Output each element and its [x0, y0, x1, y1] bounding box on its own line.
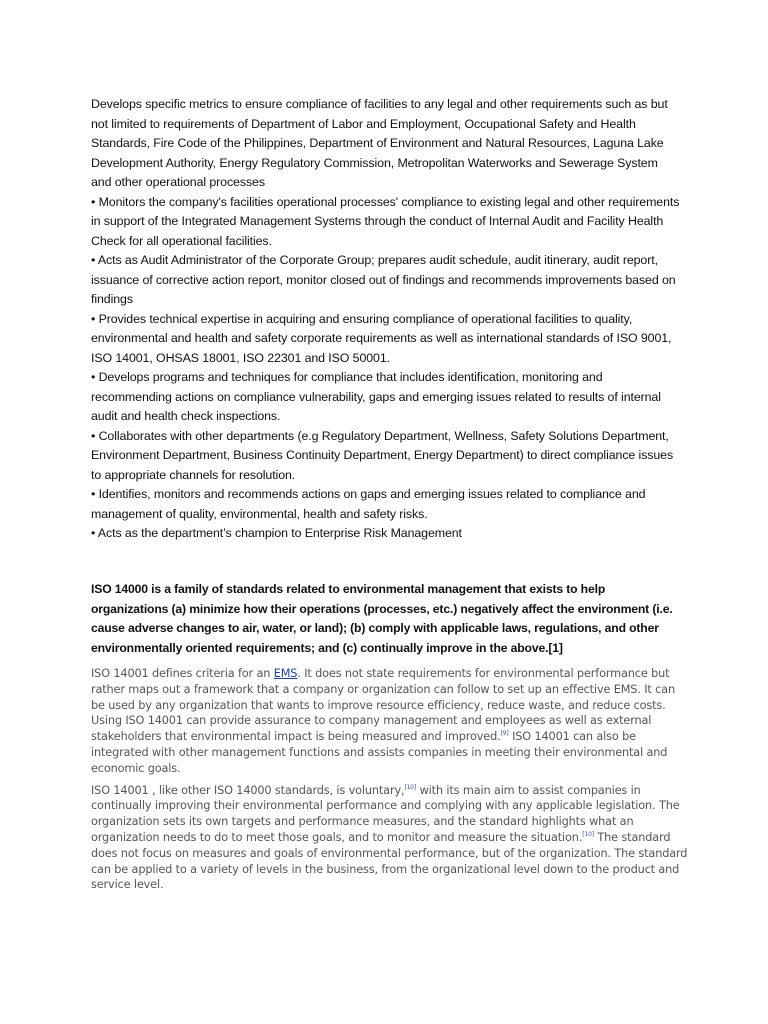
citation-ref-9[interactable]: [9]	[500, 730, 509, 738]
text-run: ISO 14001 defines criteria for an	[91, 667, 274, 680]
bullet-item: • Acts as the department’s champion to Enterprise Risk Management	[91, 526, 462, 540]
text-run: with its main aim to assist companies in continually improving their environmental performance and complying with any applicable legislation. The organization sets its own targets and performance measures, and the standard highlights what an organization needs to do to meet those goals, and to monitor and measure the situation.	[91, 783, 680, 844]
iso-14001-section	[91, 666, 691, 899]
bullet-item: • Monitors the company's facilities operational processes' compliance to existing legal and other requirements in support of the Integrated Management Systems through the conduct of Internal Audit and Facility Health Check for all operational facilities.	[91, 194, 680, 248]
text-run: . It does not state requirements for environmental performance but rather maps out a framework that a company or organization can follow to set up an effective EMS. It can be used by any organization that wants to improve resource efficiency, reduce waste, and reduce costs. Using ISO 14001 can provide assurance to company management and employees as well as external stakeholders that environmental impact is being measured and improved.	[91, 667, 675, 744]
bullet-item: • Develops programs and techniques for compliance that includes identification, monitoring and recommending actions on compliance vulnerability, gaps and emerging issues related to results of internal audit and health check inspections.	[91, 370, 661, 423]
iso-14001-paragraph-2	[91, 783, 691, 894]
iso-14001-paragraph-1	[91, 666, 691, 777]
iso-14000-paragraph: ISO 14000 is a family of standards related to environmental management that exists to help organizations (a) minimize how their operations (processes, etc.) negatively affect the environment (i.e. cause adverse changes to air, water, or land); (b) comply with applicable laws, regulations, and other environmentally oriented requirements; and (c) continually improve in the above.[1]	[91, 582, 673, 655]
text-run: ISO 14001 can also be integrated with other management functions and assists companies in meeting their environmental and economic goals.	[91, 730, 668, 775]
text-run: The standard does not focus on measures and goals of environmental performance, but of the organization. The standard can be applied to a variety of levels in the business, from the organizational level down to the product and service level.	[91, 830, 688, 892]
citation-ref-10[interactable]: [10]	[404, 783, 417, 791]
text-run: ISO 14001 , like other ISO 14000 standards, is voluntary,	[91, 783, 405, 797]
bullet-item: • Provides technical expertise in acquiring and ensuring compliance of operational facilities to quality, environmental and health and safety corporate requirements as well as international standards of ISO 9001, ISO 14001, OHSAS 18001, ISO 22301 and ISO 50001.	[91, 311, 672, 365]
job-description-section	[91, 95, 681, 544]
bullet-item: • Collaborates with other departments (e.g Regulatory Department, Wellness, Safety Solutions Department, Environment Department, Business Continuity Department, Energy Department) to direct compliance issues to appropriate channels for resolution.	[91, 428, 674, 482]
ems-link[interactable]: EMS	[273, 667, 298, 680]
bullet-item: • Identifies, monitors and recommends actions on gaps and emerging issues related to compliance and management of quality, environmental, health and safety risks.	[91, 487, 646, 521]
intro-paragraph: Develops specific metrics to ensure compliance of facilities to any legal and other requirements such as but not limited to requirements of Department of Labor and Employment, Occupational Safety and Health Standards, Fire Code of the Philippines, Department of Environment and Natural Resources, Laguna Lake Development Authority, Energy Regulatory Commission, Metropolitan Waterworks and Sewerage System and other operational processes	[91, 97, 668, 189]
citation-ref-10-second[interactable]: [10]	[582, 830, 594, 838]
bullet-item: • Acts as Audit Administrator of the Corporate Group; prepares audit schedule, audit itinerary, audit report, issuance of corrective action report, monitor closed out of findings and recommends improvements based on findings	[91, 253, 676, 306]
